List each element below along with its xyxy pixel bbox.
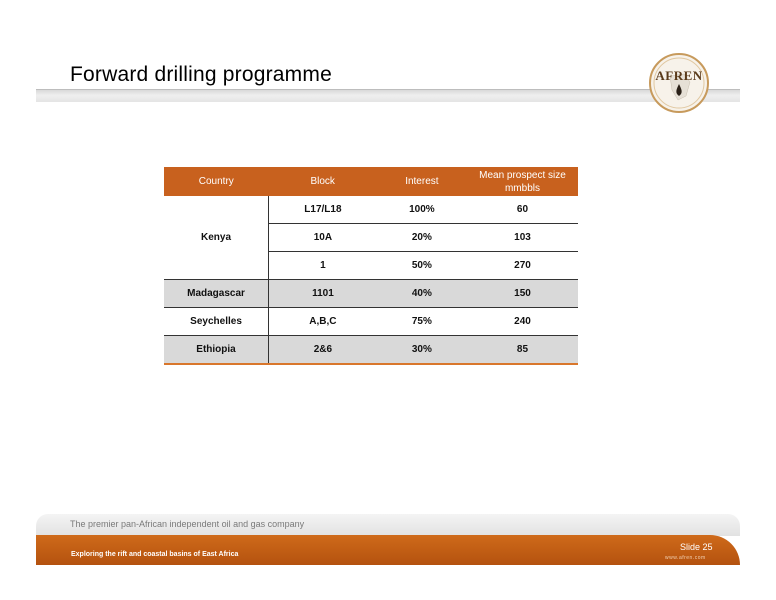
country-cell: Madagascar — [164, 280, 269, 308]
header-mean-prospect-size — [467, 167, 578, 196]
header-size-line1: Mean prospect size — [479, 169, 566, 181]
country-cell: Ethiopia — [164, 336, 269, 365]
interest-cell: 40% — [377, 280, 467, 308]
country-cell-kenya: Kenya — [164, 196, 269, 280]
size-cell: 60 — [467, 196, 578, 224]
interest-cell: 50% — [377, 252, 467, 280]
size-cell: 150 — [467, 280, 578, 308]
header-interest: Interest — [377, 167, 467, 196]
table-row — [164, 280, 578, 308]
block-cell: 10A — [269, 224, 377, 252]
table-row — [164, 196, 578, 224]
header-country: Country — [164, 167, 269, 196]
block-cell: 1 — [269, 252, 377, 280]
header-size-line2: mmbbls — [504, 182, 540, 194]
logo-text: AFREN — [655, 68, 703, 83]
title-bar — [36, 90, 740, 102]
interest-cell: 100% — [377, 196, 467, 224]
slide-title: Forward drilling programme — [70, 63, 332, 86]
table-row — [164, 336, 578, 365]
block-cell: 1101 — [269, 280, 377, 308]
block-cell: A,B,C — [269, 308, 377, 336]
header-block: Block — [269, 167, 377, 196]
website-text: www.afren.com — [665, 555, 706, 561]
interest-cell: 75% — [377, 308, 467, 336]
size-cell: 103 — [467, 224, 578, 252]
block-cell: L17/L18 — [269, 196, 377, 224]
table-row — [164, 308, 578, 336]
footer-tagline: The premier pan-African independent oil and gas company — [70, 519, 305, 529]
interest-cell: 30% — [377, 336, 467, 365]
footer-orange-band — [36, 535, 740, 565]
slide-number: Slide 25 — [680, 542, 713, 552]
footer-subtitle: Exploring the rift and coastal basins of East Africa — [71, 551, 239, 558]
table-header-row — [164, 167, 578, 196]
size-cell: 240 — [467, 308, 578, 336]
country-cell: Seychelles — [164, 308, 269, 336]
interest-cell: 20% — [377, 224, 467, 252]
block-cell: 2&6 — [269, 336, 377, 365]
drilling-table — [164, 167, 578, 365]
size-cell: 85 — [467, 336, 578, 365]
size-cell: 270 — [467, 252, 578, 280]
afren-logo — [648, 52, 710, 114]
